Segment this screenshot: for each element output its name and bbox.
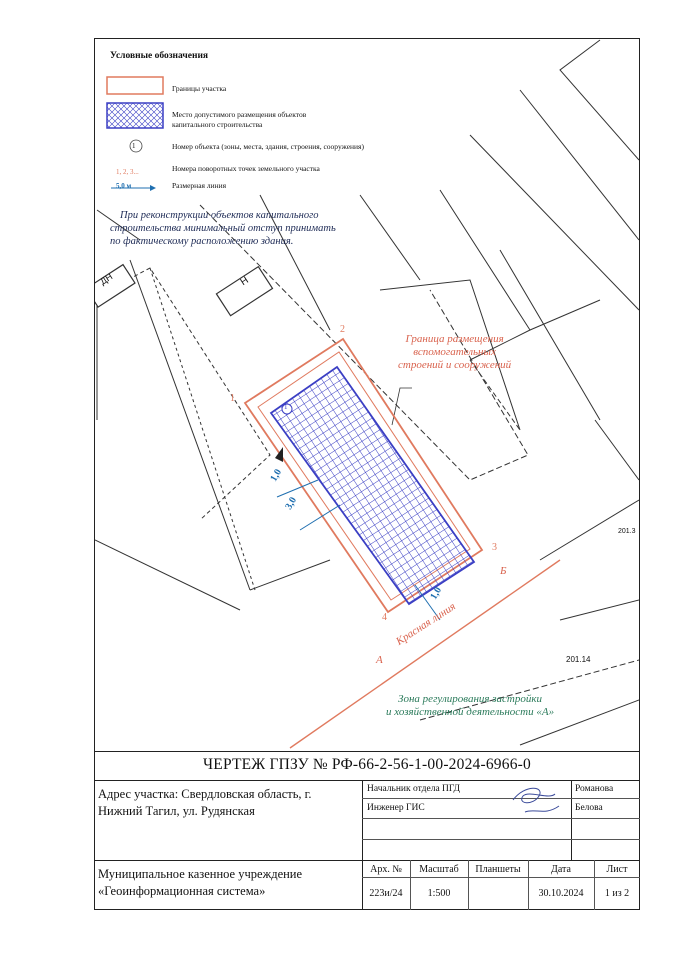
value-date: 30.10.2024: [538, 888, 584, 899]
address-line-2: Нижний Тагил, ул. Рудянская: [98, 804, 255, 818]
note-line-1: При реконструкции объектов капитального: [120, 210, 319, 221]
building-dn-label: ДН: [98, 271, 115, 287]
point-1: 1: [230, 393, 235, 404]
legend-title: Условные обозначения: [110, 51, 209, 61]
header-scale: Масштаб: [419, 864, 459, 875]
value-sheet: 1 из 2: [604, 888, 630, 899]
aux-boundary-label: [398, 333, 511, 372]
header-sheet: Лист: [606, 864, 628, 875]
legend-object-number-symbol-text: 1: [132, 142, 136, 150]
elevation-2: 201.3: [618, 528, 636, 535]
legend-symbols: [106, 76, 166, 196]
dim-1: 1,0: [268, 467, 285, 484]
reconstruction-note: [110, 209, 400, 248]
drawing-title: ЧЕРТЕЖ ГПЗУ № РФ-66-2-56-1-00-2024-6966-0: [203, 756, 531, 773]
header-tablets: Планшеты: [475, 864, 521, 875]
legend-build-label-1: Место допустимого размещения объектов: [172, 110, 307, 119]
role-2: Инженер ГИС: [367, 803, 425, 813]
legend-parcel-swatch: [107, 77, 163, 94]
note-line-3: по фактическому расположению здания.: [110, 236, 294, 247]
aux-boundary-line-3: строений и сооружений: [398, 359, 512, 371]
dim-2: 3,0: [283, 495, 300, 512]
zone-regulation-label: [386, 693, 554, 719]
address: [98, 786, 312, 820]
point-3: 3: [492, 542, 497, 553]
name-2: Белова: [575, 803, 603, 813]
legend-build-swatch: [107, 103, 163, 128]
value-arch: 223и/24: [369, 888, 403, 899]
zone-regulation-line-2: и хозяйственной деятельности «А»: [386, 706, 555, 718]
value-scale: 1:500: [427, 888, 451, 899]
legend-dimension-symbol: 5,0 м: [116, 182, 132, 190]
signature: [505, 782, 565, 822]
org-line-2: «Геоинформационная система»: [98, 884, 266, 898]
legend-build-label-2: капитального строительства: [172, 120, 263, 129]
aux-boundary-line-2: вспомогательных: [413, 346, 496, 358]
red-line-point-a: А: [376, 654, 383, 666]
address-line-1: Адрес участка: Свердловская область, г.: [98, 787, 312, 801]
point-2: 2: [340, 324, 345, 335]
zone-number: 1: [284, 403, 288, 411]
legend-point-numbers-label: Номера поворотных точек земельного участка: [172, 164, 320, 173]
red-line-label: Красная линия: [393, 600, 458, 648]
note-line-2: строительства минимальный отступ принимать: [110, 223, 336, 234]
red-line-point-b: Б: [500, 565, 507, 577]
aux-boundary-line-1: Граница размещения: [405, 333, 504, 345]
zone-regulation-line-1: Зона регулирования застройки: [398, 693, 543, 705]
dim-3: 1,0: [428, 585, 445, 602]
header-arch: Арх. №: [370, 864, 402, 875]
legend-dimension-label: Размерная линия: [172, 181, 227, 190]
role-1: Начальник отдела ПГД: [367, 784, 461, 794]
legend-point-numbers-symbol: 1, 2, 3...: [116, 168, 139, 176]
building-h-label: Н: [238, 274, 251, 289]
elevation-1: 201.14: [566, 655, 591, 664]
header-date: Дата: [551, 864, 571, 875]
legend-parcel-label: Границы участка: [172, 84, 227, 93]
name-1: Романова: [575, 784, 614, 794]
org-line-1: Муниципальное казенное учреждение: [98, 867, 303, 881]
legend-object-number-label: Номер объекта (зоны, места, здания, строения, сооружения): [172, 142, 364, 151]
point-4: 4: [382, 612, 387, 623]
organization: [98, 866, 302, 900]
